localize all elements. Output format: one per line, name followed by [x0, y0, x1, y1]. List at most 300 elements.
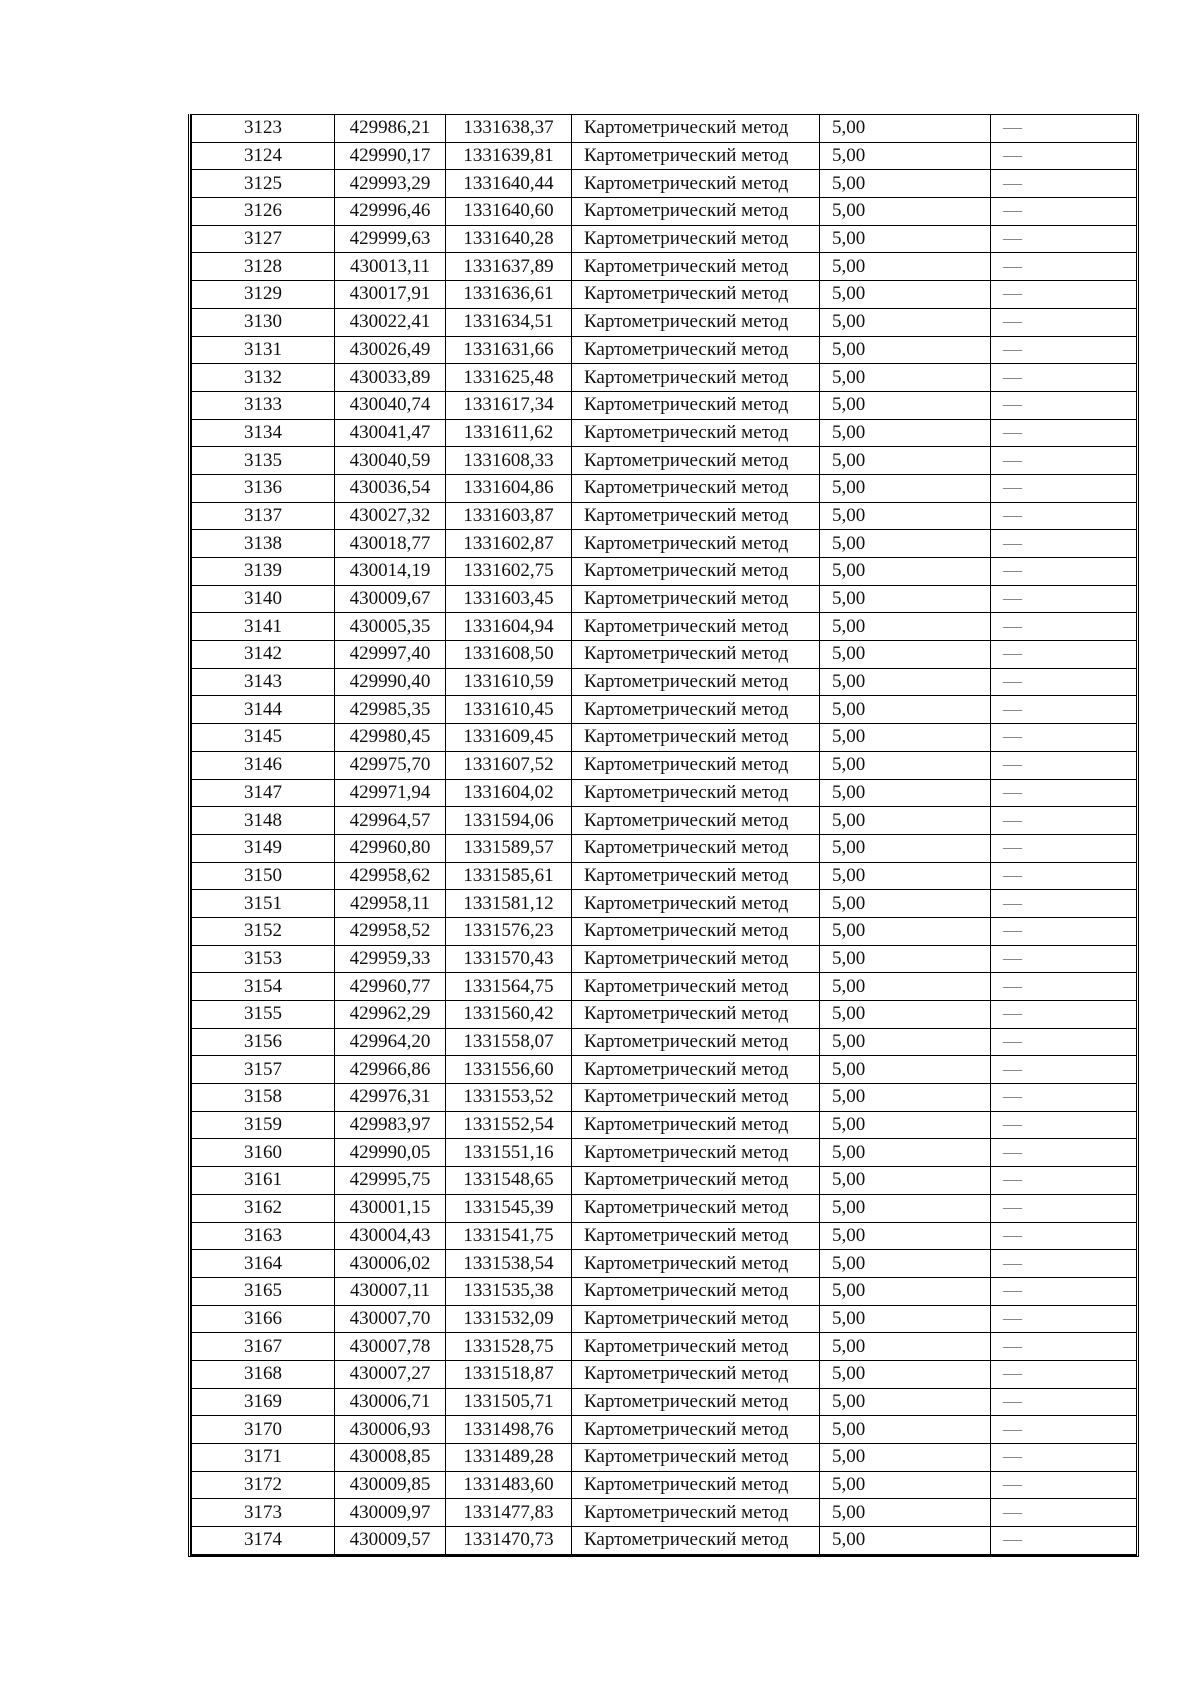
y-coordinate-cell: 1331610,59 [446, 668, 572, 696]
description-cell: — [991, 1277, 1137, 1305]
point-number-cell: 3157 [192, 1056, 335, 1084]
table-row [192, 170, 1137, 198]
y-coordinate-cell: 1331638,37 [446, 115, 572, 143]
x-coordinate-cell: 430014,19 [335, 558, 446, 586]
method-cell: Картометрический метод [572, 1333, 820, 1361]
description-cell: — [991, 225, 1137, 253]
table-row [192, 474, 1137, 502]
description-cell: — [991, 1056, 1137, 1084]
description-cell: — [991, 1444, 1137, 1472]
error-value-cell: 5,00 [820, 1111, 991, 1139]
description-cell: — [991, 945, 1137, 973]
description-cell: — [991, 419, 1137, 447]
description-cell: — [991, 1360, 1137, 1388]
table-row [192, 613, 1137, 641]
y-coordinate-cell: 1331589,57 [446, 834, 572, 862]
error-value-cell: 5,00 [820, 419, 991, 447]
table-row [192, 641, 1137, 669]
table-row [192, 447, 1137, 475]
x-coordinate-cell: 430009,57 [335, 1527, 446, 1555]
error-value-cell: 5,00 [820, 834, 991, 862]
method-cell: Картометрический метод [572, 1360, 820, 1388]
x-coordinate-cell: 430004,43 [335, 1222, 446, 1250]
y-coordinate-cell: 1331528,75 [446, 1333, 572, 1361]
error-value-cell: 5,00 [820, 336, 991, 364]
y-coordinate-cell: 1331498,76 [446, 1416, 572, 1444]
description-cell: — [991, 973, 1137, 1001]
point-number-cell: 3165 [192, 1277, 335, 1305]
method-cell: Картометрический метод [572, 142, 820, 170]
description-cell: — [991, 641, 1137, 669]
table-row [192, 807, 1137, 835]
y-coordinate-cell: 1331640,60 [446, 198, 572, 226]
y-coordinate-cell: 1331640,44 [446, 170, 572, 198]
table-row [192, 1416, 1137, 1444]
table-row [192, 502, 1137, 530]
point-number-cell: 3169 [192, 1388, 335, 1416]
x-coordinate-cell: 430027,32 [335, 502, 446, 530]
point-number-cell: 3164 [192, 1250, 335, 1278]
x-coordinate-cell: 429980,45 [335, 724, 446, 752]
error-value-cell: 5,00 [820, 1416, 991, 1444]
y-coordinate-cell: 1331560,42 [446, 1001, 572, 1029]
point-number-cell: 3131 [192, 336, 335, 364]
method-cell: Картометрический метод [572, 696, 820, 724]
x-coordinate-cell: 429985,35 [335, 696, 446, 724]
x-coordinate-cell: 430036,54 [335, 474, 446, 502]
description-cell: — [991, 391, 1137, 419]
table-row [192, 1305, 1137, 1333]
table-row [192, 1277, 1137, 1305]
description-cell: — [991, 142, 1137, 170]
x-coordinate-cell: 430007,11 [335, 1277, 446, 1305]
description-cell: — [991, 281, 1137, 309]
error-value-cell: 5,00 [820, 1139, 991, 1167]
point-number-cell: 3168 [192, 1360, 335, 1388]
point-number-cell: 3162 [192, 1194, 335, 1222]
error-value-cell: 5,00 [820, 1250, 991, 1278]
error-value-cell: 5,00 [820, 1028, 991, 1056]
table-row [192, 779, 1137, 807]
method-cell: Картометрический метод [572, 613, 820, 641]
x-coordinate-cell: 430006,93 [335, 1416, 446, 1444]
table-row [192, 1444, 1137, 1472]
method-cell: Картометрический метод [572, 253, 820, 281]
x-coordinate-cell: 430007,70 [335, 1305, 446, 1333]
y-coordinate-cell: 1331564,75 [446, 973, 572, 1001]
x-coordinate-cell: 430009,85 [335, 1471, 446, 1499]
x-coordinate-cell: 429958,62 [335, 862, 446, 890]
x-coordinate-cell: 429990,17 [335, 142, 446, 170]
description-cell: — [991, 1499, 1137, 1527]
table-row [192, 696, 1137, 724]
error-value-cell: 5,00 [820, 474, 991, 502]
table-row [192, 225, 1137, 253]
y-coordinate-cell: 1331505,71 [446, 1388, 572, 1416]
method-cell: Картометрический метод [572, 1471, 820, 1499]
method-cell: Картометрический метод [572, 170, 820, 198]
y-coordinate-cell: 1331548,65 [446, 1167, 572, 1195]
y-coordinate-cell: 1331477,83 [446, 1499, 572, 1527]
point-number-cell: 3146 [192, 751, 335, 779]
y-coordinate-cell: 1331607,52 [446, 751, 572, 779]
error-value-cell: 5,00 [820, 170, 991, 198]
table-row [192, 1167, 1137, 1195]
method-cell: Картометрический метод [572, 115, 820, 143]
y-coordinate-cell: 1331637,89 [446, 253, 572, 281]
description-cell: — [991, 807, 1137, 835]
description-cell: — [991, 336, 1137, 364]
table-row [192, 253, 1137, 281]
point-number-cell: 3123 [192, 115, 335, 143]
point-number-cell: 3161 [192, 1167, 335, 1195]
description-cell: — [991, 447, 1137, 475]
description-cell: — [991, 1222, 1137, 1250]
x-coordinate-cell: 429960,77 [335, 973, 446, 1001]
y-coordinate-cell: 1331610,45 [446, 696, 572, 724]
method-cell: Картометрический метод [572, 1056, 820, 1084]
y-coordinate-cell: 1331608,50 [446, 641, 572, 669]
point-number-cell: 3130 [192, 308, 335, 336]
point-number-cell: 3155 [192, 1001, 335, 1029]
method-cell: Картометрический метод [572, 1444, 820, 1472]
method-cell: Картометрический метод [572, 198, 820, 226]
method-cell: Картометрический метод [572, 530, 820, 558]
point-number-cell: 3134 [192, 419, 335, 447]
x-coordinate-cell: 429999,63 [335, 225, 446, 253]
point-number-cell: 3136 [192, 474, 335, 502]
error-value-cell: 5,00 [820, 308, 991, 336]
description-cell: — [991, 1001, 1137, 1029]
table-row [192, 1139, 1137, 1167]
point-number-cell: 3125 [192, 170, 335, 198]
x-coordinate-cell: 430001,15 [335, 1194, 446, 1222]
table-row [192, 281, 1137, 309]
error-value-cell: 5,00 [820, 1222, 991, 1250]
x-coordinate-cell: 429975,70 [335, 751, 446, 779]
method-cell: Картометрический метод [572, 1111, 820, 1139]
method-cell: Картометрический метод [572, 973, 820, 1001]
error-value-cell: 5,00 [820, 890, 991, 918]
table-row [192, 1111, 1137, 1139]
error-value-cell: 5,00 [820, 1084, 991, 1112]
error-value-cell: 5,00 [820, 724, 991, 752]
y-coordinate-cell: 1331483,60 [446, 1471, 572, 1499]
description-cell: — [991, 558, 1137, 586]
y-coordinate-cell: 1331602,87 [446, 530, 572, 558]
method-cell: Картометрический метод [572, 336, 820, 364]
description-cell: — [991, 198, 1137, 226]
point-number-cell: 3171 [192, 1444, 335, 1472]
description-cell: — [991, 696, 1137, 724]
point-number-cell: 3159 [192, 1111, 335, 1139]
table-row [192, 724, 1137, 752]
y-coordinate-cell: 1331603,87 [446, 502, 572, 530]
y-coordinate-cell: 1331541,75 [446, 1222, 572, 1250]
point-number-cell: 3156 [192, 1028, 335, 1056]
point-number-cell: 3142 [192, 641, 335, 669]
x-coordinate-cell: 429966,86 [335, 1056, 446, 1084]
y-coordinate-cell: 1331489,28 [446, 1444, 572, 1472]
point-number-cell: 3138 [192, 530, 335, 558]
error-value-cell: 5,00 [820, 1499, 991, 1527]
x-coordinate-cell: 429990,40 [335, 668, 446, 696]
method-cell: Картометрический метод [572, 1499, 820, 1527]
table-row [192, 1250, 1137, 1278]
x-coordinate-cell: 430005,35 [335, 613, 446, 641]
x-coordinate-cell: 429993,29 [335, 170, 446, 198]
point-number-cell: 3150 [192, 862, 335, 890]
description-cell: — [991, 1139, 1137, 1167]
x-coordinate-cell: 430007,27 [335, 1360, 446, 1388]
method-cell: Картометрический метод [572, 447, 820, 475]
method-cell: Картометрический метод [572, 474, 820, 502]
error-value-cell: 5,00 [820, 281, 991, 309]
table-row [192, 1001, 1137, 1029]
method-cell: Картометрический метод [572, 585, 820, 613]
method-cell: Картометрический метод [572, 1527, 820, 1555]
point-number-cell: 3166 [192, 1305, 335, 1333]
y-coordinate-cell: 1331585,61 [446, 862, 572, 890]
point-number-cell: 3135 [192, 447, 335, 475]
method-cell: Картометрический метод [572, 724, 820, 752]
y-coordinate-cell: 1331545,39 [446, 1194, 572, 1222]
x-coordinate-cell: 430009,97 [335, 1499, 446, 1527]
description-cell: — [991, 862, 1137, 890]
point-number-cell: 3170 [192, 1416, 335, 1444]
x-coordinate-cell: 429997,40 [335, 641, 446, 669]
x-coordinate-cell: 429995,75 [335, 1167, 446, 1195]
coordinates-table-body [192, 115, 1137, 1555]
y-coordinate-cell: 1331603,45 [446, 585, 572, 613]
y-coordinate-cell: 1331604,02 [446, 779, 572, 807]
error-value-cell: 5,00 [820, 613, 991, 641]
description-cell: — [991, 1194, 1137, 1222]
method-cell: Картометрический метод [572, 502, 820, 530]
error-value-cell: 5,00 [820, 142, 991, 170]
error-value-cell: 5,00 [820, 530, 991, 558]
error-value-cell: 5,00 [820, 447, 991, 475]
point-number-cell: 3172 [192, 1471, 335, 1499]
error-value-cell: 5,00 [820, 1527, 991, 1555]
table-row [192, 751, 1137, 779]
x-coordinate-cell: 429986,21 [335, 115, 446, 143]
x-coordinate-cell: 429960,80 [335, 834, 446, 862]
method-cell: Картометрический метод [572, 668, 820, 696]
error-value-cell: 5,00 [820, 225, 991, 253]
table-row [192, 973, 1137, 1001]
error-value-cell: 5,00 [820, 945, 991, 973]
point-number-cell: 3160 [192, 1139, 335, 1167]
point-number-cell: 3158 [192, 1084, 335, 1112]
method-cell: Картометрический метод [572, 945, 820, 973]
x-coordinate-cell: 430017,91 [335, 281, 446, 309]
description-cell: — [991, 751, 1137, 779]
x-coordinate-cell: 430033,89 [335, 364, 446, 392]
error-value-cell: 5,00 [820, 1305, 991, 1333]
point-number-cell: 3141 [192, 613, 335, 641]
error-value-cell: 5,00 [820, 1333, 991, 1361]
table-row [192, 1499, 1137, 1527]
description-cell: — [991, 1388, 1137, 1416]
error-value-cell: 5,00 [820, 1444, 991, 1472]
point-number-cell: 3173 [192, 1499, 335, 1527]
method-cell: Картометрический метод [572, 779, 820, 807]
error-value-cell: 5,00 [820, 917, 991, 945]
method-cell: Картометрический метод [572, 862, 820, 890]
y-coordinate-cell: 1331611,62 [446, 419, 572, 447]
method-cell: Картометрический метод [572, 1388, 820, 1416]
table-row [192, 1084, 1137, 1112]
error-value-cell: 5,00 [820, 751, 991, 779]
y-coordinate-cell: 1331640,28 [446, 225, 572, 253]
y-coordinate-cell: 1331581,12 [446, 890, 572, 918]
table-row [192, 1028, 1137, 1056]
description-cell: — [991, 1167, 1137, 1195]
description-cell: — [991, 530, 1137, 558]
description-cell: — [991, 1305, 1137, 1333]
x-coordinate-cell: 430013,11 [335, 253, 446, 281]
x-coordinate-cell: 430040,74 [335, 391, 446, 419]
point-number-cell: 3152 [192, 917, 335, 945]
table-row [192, 1194, 1137, 1222]
method-cell: Картометрический метод [572, 281, 820, 309]
error-value-cell: 5,00 [820, 502, 991, 530]
method-cell: Картометрический метод [572, 1001, 820, 1029]
method-cell: Картометрический метод [572, 308, 820, 336]
y-coordinate-cell: 1331535,38 [446, 1277, 572, 1305]
table-row [192, 336, 1137, 364]
table-row [192, 308, 1137, 336]
y-coordinate-cell: 1331553,52 [446, 1084, 572, 1112]
method-cell: Картометрический метод [572, 558, 820, 586]
coordinates-table-frame [188, 114, 1139, 1557]
x-coordinate-cell: 429971,94 [335, 779, 446, 807]
y-coordinate-cell: 1331518,87 [446, 1360, 572, 1388]
description-cell: — [991, 502, 1137, 530]
y-coordinate-cell: 1331604,86 [446, 474, 572, 502]
y-coordinate-cell: 1331639,81 [446, 142, 572, 170]
error-value-cell: 5,00 [820, 253, 991, 281]
table-row [192, 1333, 1137, 1361]
error-value-cell: 5,00 [820, 1360, 991, 1388]
x-coordinate-cell: 429964,57 [335, 807, 446, 835]
coordinates-table [191, 114, 1137, 1555]
x-coordinate-cell: 429958,11 [335, 890, 446, 918]
y-coordinate-cell: 1331636,61 [446, 281, 572, 309]
table-row [192, 391, 1137, 419]
error-value-cell: 5,00 [820, 198, 991, 226]
table-row [192, 862, 1137, 890]
point-number-cell: 3129 [192, 281, 335, 309]
y-coordinate-cell: 1331552,54 [446, 1111, 572, 1139]
description-cell: — [991, 724, 1137, 752]
error-value-cell: 5,00 [820, 391, 991, 419]
description-cell: — [991, 1028, 1137, 1056]
x-coordinate-cell: 429959,33 [335, 945, 446, 973]
method-cell: Картометрический метод [572, 1084, 820, 1112]
y-coordinate-cell: 1331594,06 [446, 807, 572, 835]
point-number-cell: 3163 [192, 1222, 335, 1250]
table-row [192, 1222, 1137, 1250]
error-value-cell: 5,00 [820, 641, 991, 669]
error-value-cell: 5,00 [820, 696, 991, 724]
x-coordinate-cell: 430041,47 [335, 419, 446, 447]
y-coordinate-cell: 1331625,48 [446, 364, 572, 392]
y-coordinate-cell: 1331617,34 [446, 391, 572, 419]
x-coordinate-cell: 430022,41 [335, 308, 446, 336]
point-number-cell: 3154 [192, 973, 335, 1001]
table-row [192, 834, 1137, 862]
description-cell: — [991, 1416, 1137, 1444]
method-cell: Картометрический метод [572, 1194, 820, 1222]
method-cell: Картометрический метод [572, 364, 820, 392]
error-value-cell: 5,00 [820, 1056, 991, 1084]
error-value-cell: 5,00 [820, 1194, 991, 1222]
method-cell: Картометрический метод [572, 890, 820, 918]
description-cell: — [991, 668, 1137, 696]
description-cell: — [991, 834, 1137, 862]
method-cell: Картометрический метод [572, 1250, 820, 1278]
method-cell: Картометрический метод [572, 1028, 820, 1056]
description-cell: — [991, 253, 1137, 281]
x-coordinate-cell: 430018,77 [335, 530, 446, 558]
error-value-cell: 5,00 [820, 1001, 991, 1029]
y-coordinate-cell: 1331631,66 [446, 336, 572, 364]
method-cell: Картометрический метод [572, 807, 820, 835]
y-coordinate-cell: 1331532,09 [446, 1305, 572, 1333]
method-cell: Картометрический метод [572, 751, 820, 779]
description-cell: — [991, 308, 1137, 336]
table-row [192, 558, 1137, 586]
error-value-cell: 5,00 [820, 807, 991, 835]
y-coordinate-cell: 1331634,51 [446, 308, 572, 336]
description-cell: — [991, 364, 1137, 392]
point-number-cell: 3140 [192, 585, 335, 613]
error-value-cell: 5,00 [820, 115, 991, 143]
description-cell: — [991, 1084, 1137, 1112]
description-cell: — [991, 1333, 1137, 1361]
y-coordinate-cell: 1331470,73 [446, 1527, 572, 1555]
y-coordinate-cell: 1331609,45 [446, 724, 572, 752]
error-value-cell: 5,00 [820, 585, 991, 613]
method-cell: Картометрический метод [572, 917, 820, 945]
point-number-cell: 3149 [192, 834, 335, 862]
x-coordinate-cell: 429996,46 [335, 198, 446, 226]
description-cell: — [991, 115, 1137, 143]
method-cell: Картометрический метод [572, 1167, 820, 1195]
method-cell: Картометрический метод [572, 1305, 820, 1333]
description-cell: — [991, 1111, 1137, 1139]
point-number-cell: 3145 [192, 724, 335, 752]
description-cell: — [991, 474, 1137, 502]
description-cell: — [991, 585, 1137, 613]
point-number-cell: 3133 [192, 391, 335, 419]
x-coordinate-cell: 429958,52 [335, 917, 446, 945]
error-value-cell: 5,00 [820, 668, 991, 696]
point-number-cell: 3143 [192, 668, 335, 696]
point-number-cell: 3151 [192, 890, 335, 918]
point-number-cell: 3139 [192, 558, 335, 586]
point-number-cell: 3137 [192, 502, 335, 530]
y-coordinate-cell: 1331558,07 [446, 1028, 572, 1056]
table-row [192, 1471, 1137, 1499]
error-value-cell: 5,00 [820, 1388, 991, 1416]
table-row [192, 142, 1137, 170]
table-row [192, 198, 1137, 226]
method-cell: Картометрический метод [572, 1277, 820, 1305]
error-value-cell: 5,00 [820, 364, 991, 392]
